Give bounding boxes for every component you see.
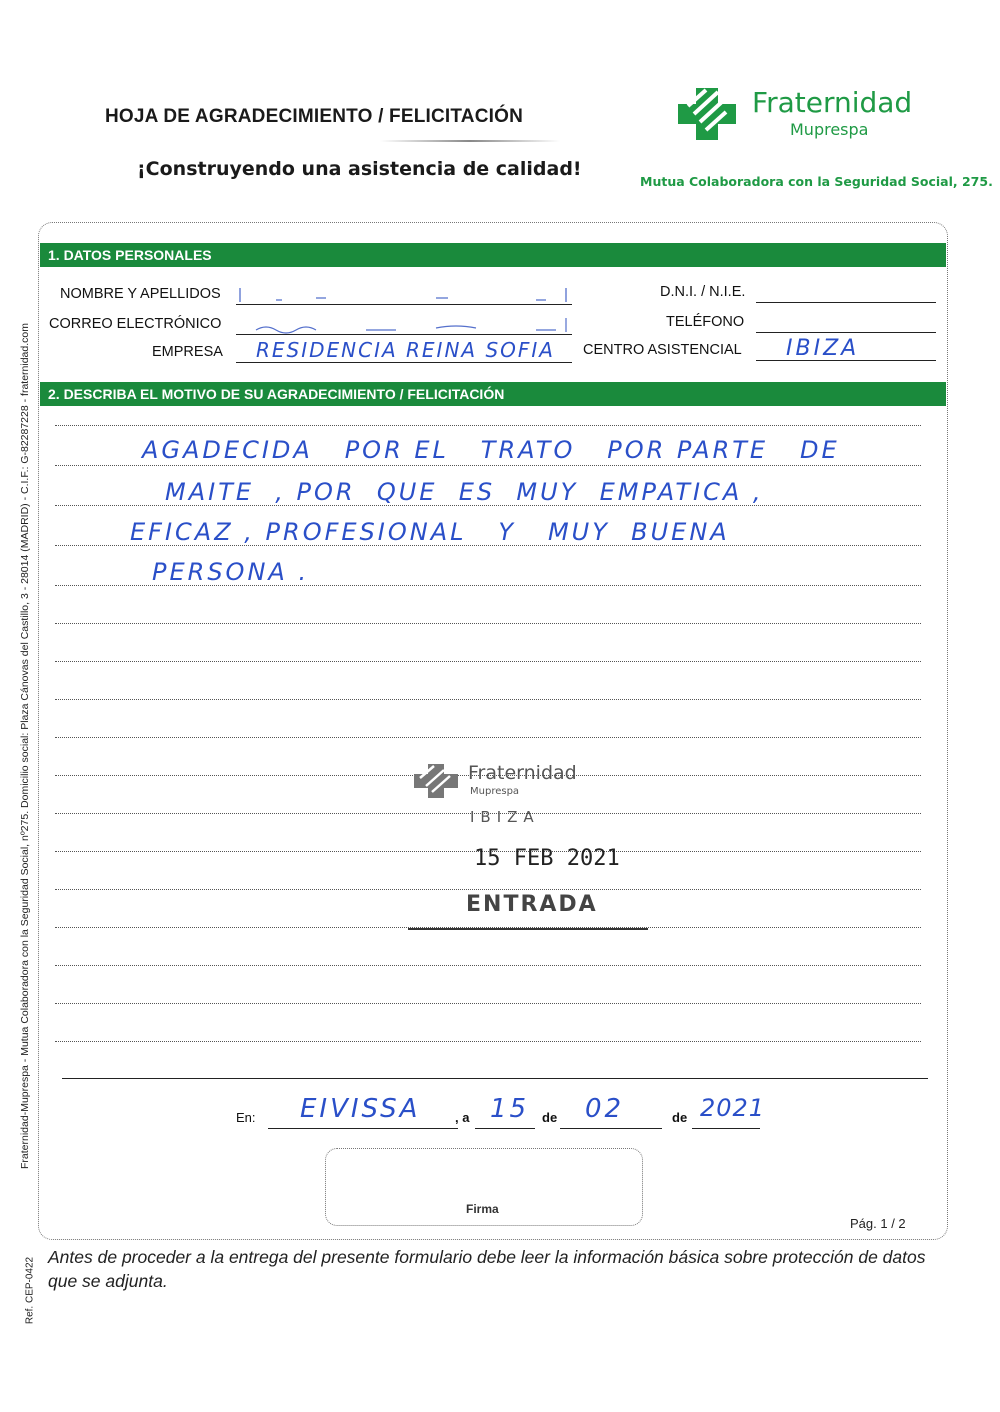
month-value: 02 bbox=[585, 1094, 625, 1124]
ruled-line bbox=[55, 623, 921, 625]
form-title: HOJA DE AGRADECIMIENTO / FELICITACIÓN bbox=[105, 106, 524, 127]
ruled-line bbox=[55, 889, 921, 891]
logo-sub: Muprespa bbox=[790, 120, 869, 139]
place-value: EIVISSA bbox=[300, 1094, 421, 1124]
privacy-note: Antes de proceder a la entrega del presente formulario debe leer la información básica sobre protección de datos que se adjunta. bbox=[48, 1247, 926, 1291]
ruled-line bbox=[55, 737, 921, 739]
fraternidad-cross-logo-icon bbox=[668, 84, 750, 144]
dni-field[interactable] bbox=[756, 302, 936, 303]
a-label: , a bbox=[455, 1110, 470, 1125]
ruled-line bbox=[55, 1003, 921, 1005]
logo-tagline: Mutua Colaboradora con la Seguridad Social, 275. bbox=[640, 174, 993, 189]
ruled-line bbox=[55, 661, 921, 663]
empresa-value: RESIDENCIA REINA SOFIA bbox=[256, 338, 555, 362]
en-label: En: bbox=[236, 1110, 256, 1125]
place-field[interactable] bbox=[268, 1128, 458, 1129]
message-line-1: AGADECIDA POR EL TRATO POR PARTE DE bbox=[142, 436, 840, 464]
section-reason-header: 2. DESCRIBA EL MOTIVO DE SU AGRADECIMIENTO / FELICITACIÓN bbox=[40, 382, 946, 406]
nombre-label: NOMBRE Y APELLIDOS bbox=[60, 286, 221, 302]
page-number: Pág. 1 / 2 bbox=[850, 1216, 906, 1231]
message-line-3: EFICAZ , PROFESIONAL Y MUY BUENA bbox=[130, 518, 730, 546]
stamp-label: ENTRADA bbox=[466, 892, 598, 917]
side-legal-text: Fraternidad-Muprespa - Mutua Colaboradora con la Seguridad Social, nº275. Domicilio social: Plaza Cánovas del Castillo, 3 - 28014 (MADRID) - C.I.F.: G-82287228 - fraternidad.com bbox=[19, 323, 31, 1169]
year-value: 2021 bbox=[700, 1094, 766, 1122]
message-line-2: MAITE , POR QUE ES MUY EMPATICA , bbox=[165, 478, 764, 506]
telefono-label: TELÉFONO bbox=[666, 314, 745, 330]
ruled-line bbox=[55, 425, 921, 427]
month-field[interactable] bbox=[560, 1128, 662, 1129]
day-field[interactable] bbox=[475, 1128, 535, 1129]
redacted-email-scribble bbox=[236, 312, 576, 336]
stamp-place: IBIZA bbox=[470, 808, 540, 826]
stamp-logo-icon bbox=[408, 760, 468, 800]
stamp-org-sub: Muprespa bbox=[470, 786, 520, 797]
de2-label: de bbox=[672, 1110, 688, 1125]
stamp-date: 15 FEB 2021 bbox=[474, 846, 620, 871]
centro-value: IBIZA bbox=[786, 336, 860, 361]
telefono-field[interactable] bbox=[756, 332, 936, 333]
de1-label: de bbox=[542, 1110, 558, 1125]
ruled-line bbox=[55, 465, 921, 467]
logo-name: Fraternidad bbox=[752, 86, 913, 119]
firma-label: Firma bbox=[466, 1202, 499, 1216]
ruled-line bbox=[55, 965, 921, 967]
redacted-name-scribble bbox=[236, 282, 576, 306]
section-personal-data-header: 1. DATOS PERSONALES bbox=[40, 243, 946, 267]
centro-label: CENTRO ASISTENCIAL bbox=[583, 342, 742, 358]
section-bottom-line bbox=[62, 1078, 928, 1079]
stamp-org: Fraternidad bbox=[468, 762, 577, 784]
ruled-line bbox=[55, 699, 921, 701]
form-frame bbox=[38, 222, 948, 1240]
correo-label: CORREO ELECTRÓNICO bbox=[49, 316, 222, 332]
form-subtitle: ¡Construyendo una asistencia de calidad! bbox=[137, 158, 582, 180]
stamp-underline bbox=[408, 928, 648, 930]
ruled-line bbox=[55, 1041, 921, 1043]
empresa-label: EMPRESA bbox=[152, 344, 223, 360]
empresa-field[interactable] bbox=[236, 362, 572, 363]
dni-label: D.N.I. / N.I.E. bbox=[660, 284, 746, 300]
year-field[interactable] bbox=[692, 1128, 760, 1129]
day-value: 15 bbox=[490, 1094, 530, 1124]
ref-code: Ref. CEP-0422 bbox=[24, 1256, 36, 1325]
message-line-4: PERSONA . bbox=[152, 558, 310, 586]
title-underline bbox=[380, 140, 560, 142]
